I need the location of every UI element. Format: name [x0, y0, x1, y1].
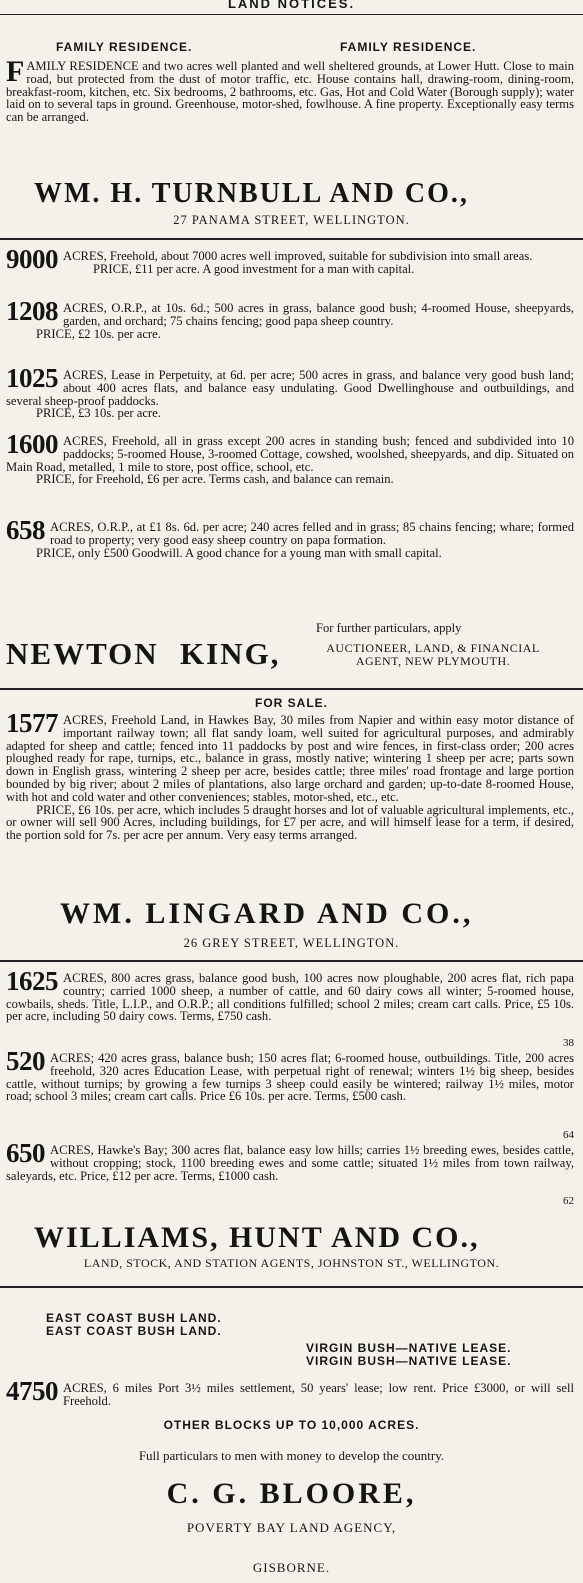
- listing-price: PRICE, £2 10s. per acre.: [36, 326, 161, 341]
- ad5-heading-right-line2: VIRGIN BUSH—NATIVE LEASE.: [306, 1354, 512, 1368]
- listing-item: [6, 1144, 574, 1210]
- listing-text: ACRES, 6 miles Port 3½ miles settlement, 50 years' lease; low rent. Price £3000, or will sell Freehold.: [63, 1382, 574, 1408]
- listing-acreage-number: 4750: [6, 1382, 58, 1406]
- ad1-heading-right: FAMILY RESIDENCE.: [340, 40, 477, 54]
- ad4-firm-name: WILLIAMS, HUNT AND CO.,: [34, 1221, 480, 1254]
- ad2-firm-desc-line2: AGENT, NEW PLYMOUTH.: [355, 654, 511, 668]
- listing-price: PRICE, £3 10s. per acre.: [36, 406, 161, 421]
- ad2-firm-description: [288, 642, 578, 668]
- listing-ref-number: 64: [563, 1129, 574, 1142]
- ad1-heading-left: FAMILY RESIDENCE.: [56, 40, 193, 54]
- listing-price: PRICE, only £500 Goodwill. A good chance for a young man with small capital.: [36, 545, 442, 560]
- listing-text: ACRES, Hawke's Bay; 300 acres flat, balance easy low hills; carries 1½ breeding ewes, besides cattle, without cropping; stock, 1100 breeding ewes and some cattle; situated 1½ miles from town railway, saleyards, etc. Price, £12 per acre. Terms, £1000 cash.: [6, 1144, 574, 1183]
- ad5-heading-right-line1: VIRGIN BUSH—NATIVE LEASE.: [306, 1341, 512, 1355]
- ad1-firm-name: WM. H. TURNBULL AND CO.,: [34, 178, 469, 209]
- ad1-body: [6, 55, 574, 125]
- listing-text: ACRES, O.R.P., at 10s. 6d.; 500 acres in grass, balance good bush; 4-roomed House, sheepyards, garden, and orchard; 75 chains fencing; good papa sheep country.: [63, 302, 574, 328]
- listing-text: ACRES, Freehold, about 7000 acres well improved, suitable for subdivision into small areas.: [63, 250, 533, 263]
- rule-after-ad2: [0, 688, 583, 690]
- ad5-town: GISBORNE.: [252, 1560, 331, 1575]
- ad2-firm-name-right: KING,: [180, 636, 281, 671]
- page-header-title: LAND NOTICES.: [227, 0, 356, 11]
- ad1-firm-address: 27 PANAMA STREET, WELLINGTON.: [173, 213, 410, 227]
- listing-acreage-number: 1625: [6, 972, 58, 996]
- listing-acreage-number: 1025: [6, 369, 58, 393]
- ad3-listing: [6, 714, 574, 902]
- listing-text: ACRES, 800 acres grass, balance good bush, 100 acres now ploughable, 200 acres flat, rich papa country; carried 1000 sheep, a number of cattle, and 60 dairy cows all winter; 5-roomed house, cowbails, sheds. Title, L.I.P., and O.R.P.; all conditions fulfilled; school 2 miles; cream cart calls. Price, £5 10s. per acre, including 50 dairy cows. Terms, £750 cash.: [6, 972, 574, 1024]
- listing-text: ACRES; 420 acres grass, balance bush; 150 acres flat; 6-roomed house, outbuildings. Title, 200 acres freehold, 320 acres Education Lease, with perpetual right of renewal; winters 1½ big sheep, besides cattle, without turnips; by growing a few turnips 3 sheep could easily be wintered; railway 1½ miles, motor road; school 3 miles; cream cart calls. Price £6 10s. per acre. Terms, £500 cash.: [6, 1052, 574, 1104]
- rule-after-ad3: [0, 960, 583, 962]
- listing-acreage-number: 1577: [6, 714, 58, 738]
- listing-price: PRICE, £6 10s. per acre, which includes 5 draught horses and lot of valuable agricultural implements, etc., or owner will sell 900 Acres, including buildings, for £7 per acre, and will himself lease for a term, if desired, the portion sold for 7s. per acre per annum. Very easy terms arranged.: [6, 802, 574, 843]
- listing-text: ACRES, Freehold, all in grass except 200 acres in standing bush; fenced and subdivided into 10 paddocks; 5-roomed House, 3-roomed Cottage, cowshed, woolshed, sheepyards, and dip. Situated on Main Road, metalled, 1 mile to store, post office, school, etc.: [6, 435, 574, 474]
- ad4-firm-description: LAND, STOCK, AND STATION AGENTS, JOHNSTON ST., WELLINGTON.: [83, 1256, 500, 1270]
- listing-item: [6, 369, 574, 435]
- ad5-agency: POVERTY BAY LAND AGENCY,: [186, 1520, 397, 1535]
- listing-acreage-number: 1208: [6, 302, 58, 326]
- ad5-firm-name: C. G. BLOORE,: [166, 1477, 417, 1510]
- listing-item: [6, 302, 574, 369]
- listing-price: PRICE, for Freehold, £6 per acre. Terms cash, and balance can remain.: [36, 472, 394, 487]
- ad5-heading-left-line1: EAST COAST BUSH LAND.: [46, 1311, 222, 1325]
- ad5-other-blocks: OTHER BLOCKS UP TO 10,000 ACRES.: [163, 1418, 420, 1432]
- ad1-body-text: AMILY RESIDENCE and two acres well planted and well sheltered grounds, at Lower Hutt. Close to main road, but protected from the dust of motor traffic, etc. House contains hall, drawing-room, dining-room, breakfast-room, kitchen, etc. Six bedrooms, 2 bathrooms, etc. Gas, Hot and Cold Water (Borough supply); water laid on to several taps in ground. Greenhouse, motor-shed, fowlhouse. A fine property. Exceptionally easy terms can be arranged.: [6, 59, 574, 125]
- header-rule: [0, 14, 583, 15]
- listing-acreage-number: 1600: [6, 435, 58, 459]
- listing-text: ACRES, O.R.P., at £1 8s. 6d. per acre; 240 acres felled and in grass; 85 chains fencing; whare; formed road to property; very good easy sheep country on papa formation.: [50, 521, 574, 547]
- rule-after-ad1: [0, 238, 583, 240]
- ad-newton-king: [6, 250, 574, 587]
- listing-item: [6, 435, 574, 521]
- ad2-firm-name-left: NEWTON: [6, 636, 159, 671]
- listing-item: [6, 521, 574, 587]
- listing-price: PRICE, £11 per acre. A good investment for a man with capital.: [93, 261, 415, 276]
- listing-ref-number: 38: [563, 1037, 574, 1050]
- listing-item: [6, 972, 574, 1052]
- ad5-full-particulars: Full particulars to men with money to develop the country.: [138, 1448, 445, 1463]
- ad3-heading: FOR SALE.: [254, 696, 328, 710]
- listing-item: [6, 250, 574, 302]
- ad3-firm-address: 26 GREY STREET, WELLINGTON.: [183, 936, 400, 950]
- ad-williams-hunt: [6, 972, 574, 1210]
- ad1-dropcap: F: [6, 55, 25, 88]
- ad5-heading-left-line2: EAST COAST BUSH LAND.: [46, 1324, 222, 1338]
- listing-ref-number: 62: [563, 1195, 574, 1208]
- listing-acreage-number: 520: [6, 1052, 45, 1076]
- ad2-apply-line: For further particulars, apply: [316, 621, 462, 635]
- listing-text: ACRES, Freehold Land, in Hawkes Bay, 30 miles from Napier and within easy motor distance of important railway town; all flat sandy loam, well suited for agricultural purposes, and admirably adapted for sheep and cattle; fenced into 11 paddocks by post and wire fences, in first-class order; 200 acres ploughed ready for rape, turnips, etc., balance in grass, mostly native; wintering 1 sheep per acre; parts sown down in English grass, wintering 2 sheep per acre, besides cattle; three miles' road frontage and large portion bounded by big river; about 2 miles of plantations, also large orchard and garden; up-to-date 8-roomed House, with hot and cold water and other conveniences; stables, motor-shed, etc., etc.: [6, 714, 574, 804]
- listing-acreage-number: 658: [6, 521, 45, 545]
- listing-text: ACRES, Lease in Perpetuity, at 6d. per acre; 500 acres in grass, and balance very good bush land; about 400 acres flats, and balance easy undulating. Good Dwellinghouse and outbuildings, and several sheep-proof paddocks.: [6, 369, 574, 408]
- listing-acreage-number: 9000: [6, 250, 58, 274]
- listing-item: [6, 1052, 574, 1144]
- ad5-listing: [6, 1382, 574, 1412]
- ad5-heading-left: [46, 1312, 222, 1338]
- ad5-heading-right: [306, 1342, 511, 1368]
- ad2-firm-desc-line1: AUCTIONEER, LAND, & FINANCIAL: [326, 641, 540, 655]
- rule-after-ad4: [0, 1286, 583, 1288]
- listing-acreage-number: 650: [6, 1144, 45, 1168]
- ad3-firm-name: WM. LINGARD AND CO.,: [60, 897, 474, 930]
